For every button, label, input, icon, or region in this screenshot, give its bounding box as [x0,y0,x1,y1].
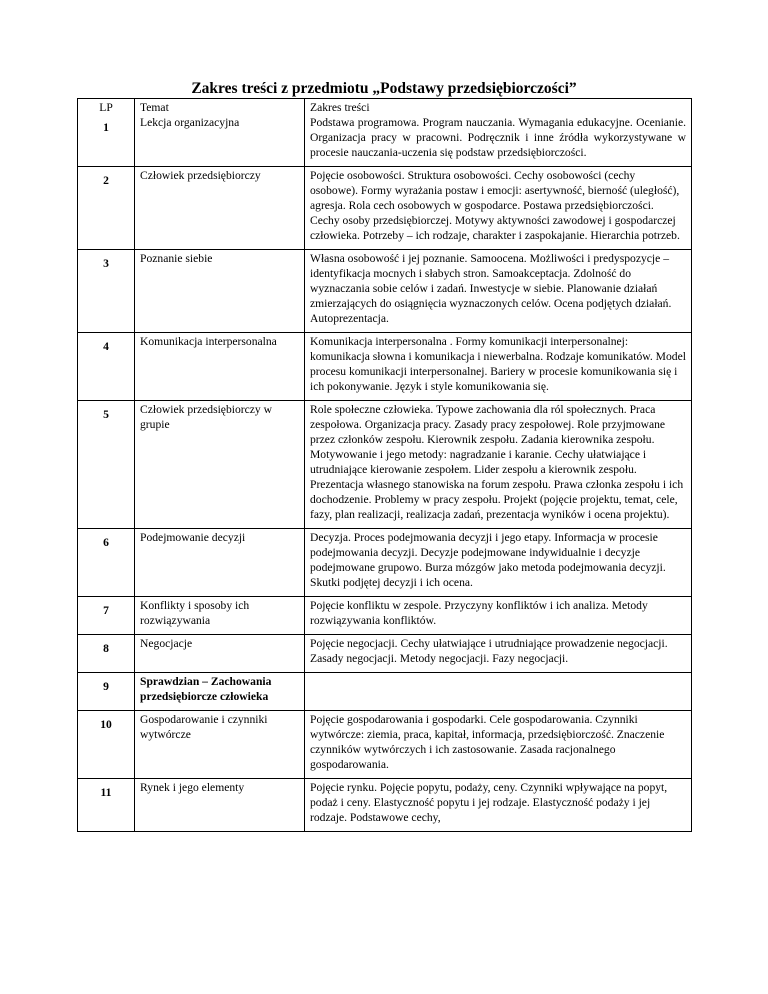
lp-cell [78,711,135,779]
scope-text: Podstawa programowa. Program nauczania. Wymagania edukacyjne. Ocenianie. Organizacja pracy w pracowni. Podręcznik i inne źródła wykorzystywane w procesie nauczania-uczenia się podstaw przedsiębiorczości. [310,116,686,159]
row-number: 7 [103,604,109,617]
topic-text: Lekcja organizacyjna [140,116,240,129]
lp-cell [78,99,135,167]
table-row [78,597,692,635]
table-row [78,711,692,779]
lp-cell [78,673,135,711]
table-row [78,673,692,711]
scope-text: Role społeczne człowieka. Typowe zachowania dla ról społecznych. Praca zespołowa. Organizacja pracy. Zasady pracy zespołowej. Role przyjmowane przez członków zespołu. Kierownik zespołu. Zadania kierownika zespołu. Motywowanie i jego metody: nagradzanie i karanie. Cechy ułatwiające i utrudniające kierowanie zespołem. Lider zespołu a kierownik zespołu. Prezentacja własnego stanowiska na forum zespołu. Prawa członka zespołu i ich dochodzenie. Problemy w pracy zespołu. Projekt (pojęcie projektu, temat, cele, fazy, plan realizacji, realizacja zadań, prezentacja wyników i ocena projektu). [305,401,692,529]
scope-text: Decyzja. Proces podejmowania decyzji i jego etapy. Informacja w procesie podejmowania decyzji. Decyzje podejmowane indywidualnie i decyzje podejmowane grupowo. Burza mózgów jako metoda podejmowania decyzji. Skutki podjętej decyzji i ich ocena. [305,529,692,597]
scope-text: Własna osobowość i jej poznanie. Samoocena. Możliwości i predyspozycje – identyfikacja mocnych i słabych stron. Samoakceptacja. Zdolność do wyznaczania sobie celów i zadań. Inwestycje w siebie. Planowanie działań zmierzających do osiągnięcia wyznaczonych celów. Ocena podjętych działań. Autoprezentacja. [305,250,692,333]
table-row [78,250,692,333]
table-row [78,167,692,250]
table-row [78,99,692,167]
row-number: 11 [100,786,112,799]
row-number: 1 [103,121,109,134]
lp-cell [78,529,135,597]
row-number: 4 [103,340,109,353]
curriculum-table [77,98,692,832]
topic-text: Gospodarowanie i czynniki wytwórcze [135,711,305,779]
lp-header: LP [99,101,113,114]
scope-text: Pojęcie rynku. Pojęcie popytu, podaży, ceny. Czynniki wpływające na popyt, podaż i ceny. Elastyczność popytu i jej rodzaje. Elastyczność podaży i jej rodzaje. Podstawowe cechy, [305,779,692,832]
scope-text: Pojęcie negocjacji. Cechy ułatwiające i utrudniające prowadzenie negocjacji. Zasady negocjacji. Metody negocjacji. Fazy negocjacji. [305,635,692,673]
topic-text: Konflikty i sposoby ich rozwiązywania [135,597,305,635]
row-number: 5 [103,408,109,421]
table-row [78,529,692,597]
topic-text: Sprawdzian – Zachowania przedsiębiorcze człowieka [135,673,305,711]
scope-text: Pojęcie osobowości. Struktura osobowości. Cechy osobowości (cechy osobowe). Formy wyrażania postaw i emocji: asertywność, bierność (uległość), agresja. Rola cech osobowych w gospodarce. Postawa przedsiębiorczości. Cechy osoby przedsiębiorczej. Motywy aktywności zawodowej i gospodarczej człowieka. Potrzeby – ich rodzaje, charakter i zaspokajanie. Hierarchia potrzeb. [305,167,692,250]
topic-text: Podejmowanie decyzji [135,529,305,597]
lp-cell [78,597,135,635]
lp-cell [78,250,135,333]
topic-text: Człowiek przedsiębiorczy [135,167,305,250]
row-number: 9 [103,680,109,693]
scope-text: Pojęcie gospodarowania i gospodarki. Cele gospodarowania. Czynniki wytwórcze: ziemia, praca, kapitał, informacja, przedsiębiorczość. Znaczenie czynników wytwórczych i ich zastosowanie. Zasada racjonalnego gospodarowania. [305,711,692,779]
scope-cell [305,99,692,167]
row-number: 2 [103,174,109,187]
lp-cell [78,401,135,529]
row-number: 6 [103,536,109,549]
lp-cell [78,635,135,673]
topic-text: Negocjacje [135,635,305,673]
row-number: 8 [103,642,109,655]
table-row [78,635,692,673]
lp-cell [78,333,135,401]
lp-cell [78,779,135,832]
table-row [78,779,692,832]
table-row [78,401,692,529]
document-title: Zakres treści z przedmiotu „Podstawy przedsiębiorczości” [191,80,577,97]
topic-cell [135,99,305,167]
scope-text: Pojęcie konfliktu w zespole. Przyczyny konfliktów i ich analiza. Metody rozwiązywania konfliktów. [305,597,692,635]
table-row [78,333,692,401]
lp-cell [78,167,135,250]
row-number: 10 [100,718,112,731]
row-number: 3 [103,257,109,270]
scope-header: Zakres treści [310,101,370,114]
topic-text: Poznanie siebie [135,250,305,333]
topic-text: Człowiek przedsiębiorczy w grupie [135,401,305,529]
topic-text: Rynek i jego elementy [135,779,305,832]
topic-text: Komunikacja interpersonalna [135,333,305,401]
scope-text [305,673,692,711]
scope-text: Komunikacja interpersonalna . Formy komunikacji interpersonalnej: komunikacja słowna i komunikacja i niewerbalna. Rodzaje komunikatów. Model procesu komunikacji interpersonalnej. Bariery w procesie komunikowania się i ich pokonywanie. Język i style komunikowania się. [305,333,692,401]
topic-header: Temat [140,101,169,114]
